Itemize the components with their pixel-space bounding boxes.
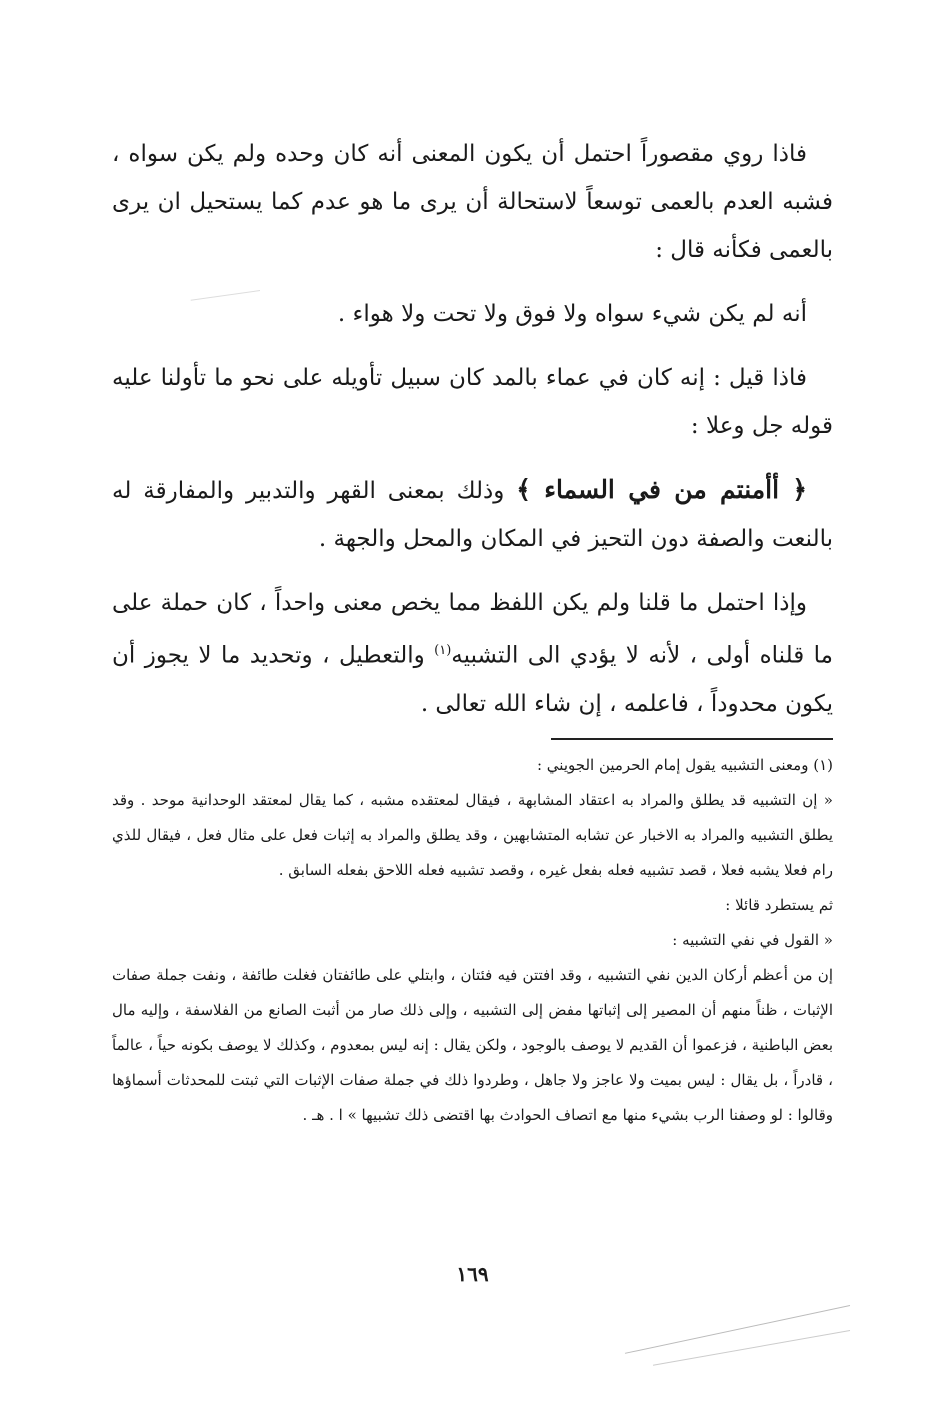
paragraph (112, 354, 833, 450)
paragraph-text: أنه لم يكن شيء سواه ولا فوق ولا تحت ولا هواء . (337, 301, 807, 327)
paragraph (112, 290, 833, 338)
footnote-line: ثم يستطرد قائلا : (725, 896, 833, 914)
footnote-line: إن من أعظم أركان الدين نفي التشبيه ، وقد افتتن فيه فئتان ، وابتلي على طائفتان فغلت طائفة ، ونفت جملة صفات الإثبات ، ظناً منهم أن المصير إلى إثباتها مفض إلى التشبيه ، وإلى ذلك صار من أثبت الصانع من الفلاسفة ، وإليه مال بعض الباطنية ، فزعموا أن القديم لا يوصف بالوجود ، ولكن يقال : إنه ليس بمعدوم ، وكذلك لا يوصف بكونه حياً ، عالماً ، قادراً ، بل يقال : ليس بميت ولا عاجز ولا جاهل ، وطردوا ذلك في جملة صفات الإثبات التي ثبتت للمحدثات أسماؤها وقالوا : لو وصفنا الرب بشيء منها مع اتصاف الحوادث بها اقتضى ذلك تشبيها » ا . هـ . (112, 966, 833, 1124)
footnotes (112, 748, 833, 1133)
footnote-line: « القول في نفي التشبيه : (672, 931, 833, 949)
paragraph-text: والتعطيل ، وتحديد ما لا يجوز أن يكون محدوداً ، فاعلمه ، إن شاء الله تعالى . (112, 642, 833, 717)
paragraph (112, 579, 833, 728)
page-number: ١٦٩ (456, 1262, 489, 1286)
paragraph-text: وإذا احتمل ما قلنا ولم يكن اللفظ مما يخص معنى واحداً ، كان حملة على ما قلناه أولى ، لأنه لا يؤدي الى التشبيه (112, 590, 834, 669)
paragraph (112, 130, 833, 274)
paragraph-text: فاذا قيل : إنه كان في عماء بالمد كان سبيل تأويله على نحو ما تأولنا عليه قوله جل وعلا : (112, 365, 833, 439)
footnote-reference: (١) (434, 643, 452, 658)
paragraph-text: فاذا روي مقصوراً احتمل أن يكون المعنى أنه كان وحده ولم يكن سواه ، فشبه العدم بالعمى توسعاً لاستحالة أن يرى ما هو عدم كما يستحيل ان يرى بالعمى فكأنه قال : (112, 141, 833, 263)
scan-mark (653, 1330, 850, 1366)
footnote-line: (١) ومعنى التشبيه يقول إمام الحرمين الجويني : (536, 756, 833, 774)
footnote-line: « إن التشبيه قد يطلق والمراد به اعتقاد المشابهة ، فيقال لمعتقده مشبه ، كما يقال لمعتقد الوحدانية موحد . وقد يطلق التشبيه والمراد به الاخبار عن تشابه المتشابهين ، وقد يطلق والمراد به إثبات فعل على مثال فعل ، فيقال للذي رام فعلا يشبه فعلا ، قصد تشبيه فعله بفعل غيره ، وقصد تشبيه فعله اللاحق بفعله السابق . (112, 791, 833, 879)
paragraph (112, 466, 833, 563)
quran-verse: ﴿ أأمنتم من في السماء ﴾ (516, 475, 807, 504)
footnote-separator (551, 738, 833, 740)
scan-mark (625, 1305, 850, 1354)
main-body-text (112, 130, 833, 744)
paragraph-text: وذلك بمعنى القهر والتدبير والمفارقة له بالنعت والصفة دون التحيز في المكان والمحل والجهة . (112, 478, 833, 552)
